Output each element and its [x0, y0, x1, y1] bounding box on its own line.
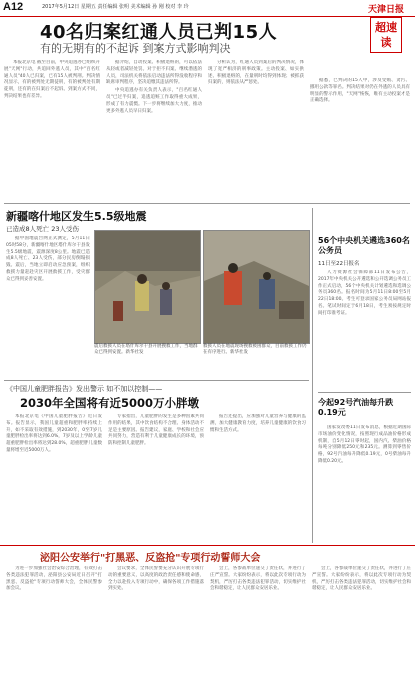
sidebar-paragraph: 国家发改委11日发布消息，根据近期国际市场油价变化情况，按照现行成品油价格形成机制，自5月12日零时起，国内汽、柴油价格每吨分别降低250元和235元。测算到零售价格，92号汽油每升降低0.19元，0号柴油每升降低0.20元。 — [318, 425, 411, 464]
sidebar-item2-title: 今起92号汽油每升跌0.19元 — [318, 398, 394, 417]
brand-name: 天津日报 — [367, 5, 404, 15]
sidebar-paragraph: 人力资源社会保障部11日发布公告，2017年中央机关公开遴选和公开选调公务员工作正式启动，56个中央机关计划遴选和选调公务员360名。报名时间为5月11日8:00至5月22日18:00。考生可登录国家公务员局网站报名。笔试时间定于6月18日，考生须按规定时间打印准考证。 — [318, 270, 411, 316]
bottom-banner — [0, 549, 352, 562]
obesity-paragraph: 专家指出，儿童肥胖的发生是多种因素共同作用的结果，其中饮食结构不合理、身体活动不足是主要原因。报告建议，家庭、学校和社会应共同努力，营造有利于儿童健康成长的环境，预防和控制儿童肥胖。 — [108, 414, 204, 447]
quake-photo-left — [94, 230, 201, 344]
bottom-paragraph: 会上，各参战单位递交了责任状，并进行了庄严宣誓。大家纷纷表示，将以此次专项行动为契机，严厉打击各类违法犯罪活动，切实维护社会和谐稳定，让人民群众安居乐业。 — [210, 566, 306, 592]
lead-column-3 — [208, 60, 304, 200]
obesity-column-1 — [6, 414, 102, 544]
lead-column-2 — [106, 60, 202, 200]
sidebar-item1-body — [318, 270, 411, 390]
dateline: 2017年5月12日 星期五 责任编辑 张明 美术编辑 孙 刚 校对 李 玲 — [42, 4, 189, 10]
bottom-rule — [0, 545, 415, 546]
quake-caption-left: 震后救援人员在塔什库尔干县开展搜救工作，当地群众已得到安置。新华社发 — [94, 344, 198, 355]
sidebar-item2-body — [318, 425, 411, 543]
lead-paragraph: 据介绍，自动投案、积极退赃的，可以依法从轻或者减轻处罚。对于拒不归案、继续潜逃的人员，司法机关将依法启动违法所得没收程序和缺席审判程序，坚决追缴其违法所得。 — [106, 60, 202, 86]
section-divider — [4, 203, 410, 204]
sidebar-item1-sub: 11日至22日报名 — [318, 261, 360, 267]
bottom-paragraph: 会议要求，全体民警要充分认识开展专项行动的重要意义，以高度的政治责任感和使命感，全力以赴投入专项行动中，确保各项工作措施落到实处。 — [108, 566, 204, 592]
quake-body — [6, 236, 90, 376]
bottom-column-3 — [210, 566, 306, 674]
bottom-paragraph: 会上，各参战单位递交了责任状，并进行了庄严宣誓。大家纷纷表示，将以此次专项行动为契机，严厉打击各类违法犯罪活动，切实维护社会和谐稳定，让人民群众安居乐业。 — [312, 566, 411, 592]
obesity-column-3 — [210, 414, 306, 544]
sidebar-divider — [312, 208, 313, 543]
lead-paragraph: 分析认为，红通人员到案后的判决情况，体现了宽严相济的刑事政策。主动投案、如实供述、积极退赃的，在量刑时均得到体现；被抓获归案的，则依法从严惩处。 — [208, 60, 304, 86]
lead-headline: 40名归案红通人员已判15人 — [40, 22, 278, 43]
bottom-column-2 — [108, 566, 204, 674]
lead-subhead: 有的无期有的不起诉 到案方式影响判决 — [40, 42, 231, 55]
obesity-kicker: 《中国儿童肥胖报告》发出警示 如不加以控制—— — [6, 385, 163, 393]
lead-paragraph: 本报北京电 截至目前，中央追逃办已组织开展"天网"行动，共追回外逃人员，其中"百名红通人员"40人已归案，已有15人被判刑。判决情况显示，有的被判处无期徒刑，有的被判处有期徒刑，还有的在归案后不起诉。到案方式不同，判决结果也有差异。 — [4, 60, 100, 99]
page-number: A12 — [3, 1, 24, 13]
lead-column-4 — [310, 78, 410, 200]
bottom-column-1 — [6, 566, 102, 674]
quake-subhead: 已造成8人死亡 23人受伤 — [6, 225, 79, 233]
quake-headline: 新疆喀什地区发生5.5级地震 — [6, 210, 147, 223]
sidebar-item1-title: 56个中央机关遴选360名公务员 — [318, 236, 410, 255]
obesity-paragraph: 报告还提出，应加强对儿童营养与健康的监测，加大健康教育力度，培养儿童健康的饮食习惯和生活方式。 — [210, 414, 306, 433]
bottom-headline: 泌阳公安举行"打黑恶、反盗抢"专项行动誓师大会 — [40, 553, 261, 564]
quake-photo-left-image — [95, 231, 200, 343]
quake-caption-right: 救援人员在地震现场搜救被困群众，目前救援工作仍在有序进行。新华社发 — [203, 344, 307, 355]
lead-paragraph: 中央追逃办有关负责人表示，"百名红通人员"已过半归案，追逃追赃工作取得重大成果，形成了有力震慑。下一步将继续加大力度，推动更多外逃人员早日归案。 — [106, 88, 202, 114]
sidebar-rule — [318, 392, 411, 393]
section-divider — [4, 380, 309, 381]
quake-photo-right-image — [204, 231, 309, 343]
obesity-paragraph: 本报北京电《中国儿童肥胖报告》近日发布。报告显示，我国儿童超重和肥胖率持续上升，如不采取有效措施，到2030年，0至7岁儿童肥胖检出率将达到6.0%，7岁及以上学龄儿童超重肥胖检出率将达到28.0%，超重肥胖儿童数量将增至近5000万人。 — [6, 414, 102, 453]
bottom-column-4 — [312, 566, 411, 674]
obesity-column-2 — [108, 414, 204, 544]
quake-paragraph: 据中国地震台网正式测定，5月11日05时58分，新疆喀什地区塔什库尔干县发生5.5级地震，震源深度8公里。地震已造成8人死亡、23人受伤，部分民房倒塌损毁。震后，当地立即启动应急预案，组织救援力量赶赴灾区开展救援工作，受灾群众已得到妥善安置。 — [6, 236, 90, 282]
obesity-headline: 2030年全国将有近5000万小胖墩 — [20, 396, 200, 410]
quake-photo-right — [203, 230, 310, 344]
brand-block — [361, 2, 411, 76]
lead-column-1 — [4, 60, 100, 200]
bottom-paragraph: 为进一步加强社会治安综合治理，有效打击各类违法犯罪活动，泌阳县公安局近日召开"打黑恶、反盗抢"专项行动誓师大会，全体民警参加会议。 — [6, 566, 102, 592]
lead-paragraph: 据悉，已判决的15人中，涉及受贿、贪污、挪用公款等罪名。判决结果对仍在外逃的人员具有明显的警示作用，"天网"恢恢，唯有主动投案才是正确选择。 — [310, 78, 410, 104]
section-badge: 超速读 — [370, 17, 402, 53]
